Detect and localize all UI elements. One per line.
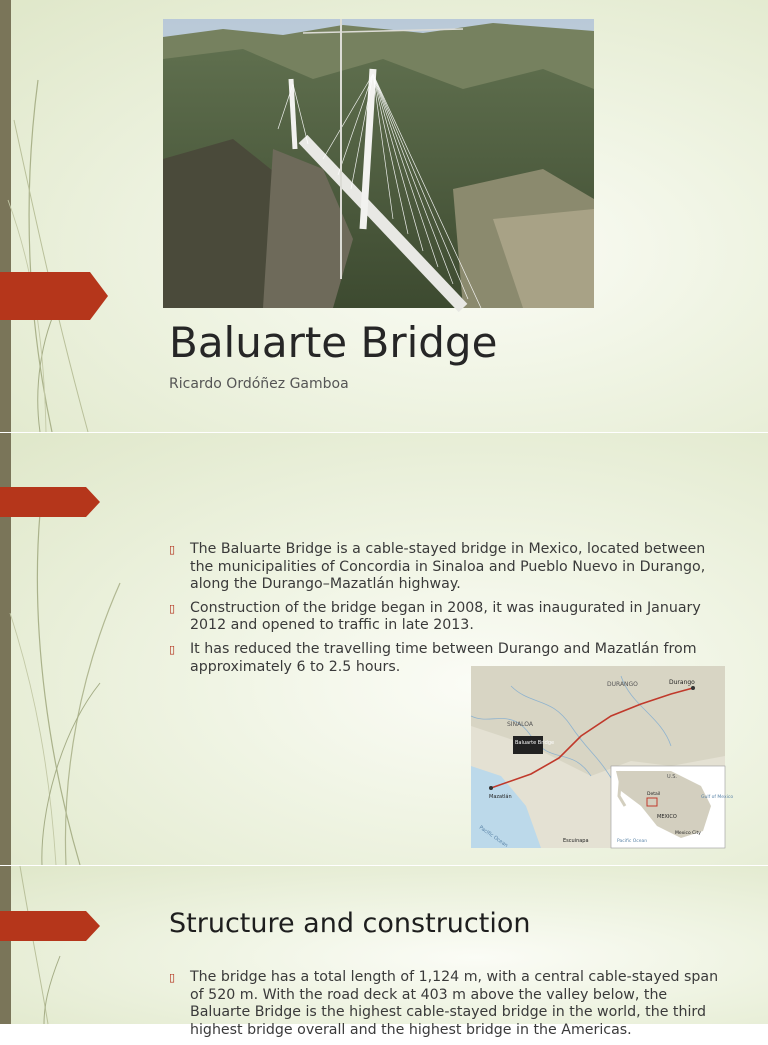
map-label-durango-city: Durango [669, 679, 695, 686]
decorative-swirl [0, 0, 110, 432]
map-label-detail: Detail [647, 792, 661, 797]
route-map [471, 666, 734, 849]
bullet-text: It has reduced the travelling time between Durango and Mazatlán from approximately 6 to 2.5 hours. [190, 640, 697, 675]
bullet-icon: ▯ [169, 971, 176, 984]
bullet-icon: ▯ [169, 543, 176, 556]
bullet-text: The Baluarte Bridge is a cable-stayed bridge in Mexico, located between the municipalities of Concordia in Sinaloa and Pueblo Nuevo in Durango, along the Durango–Mazatlán highway. [190, 541, 706, 593]
map-label-mexico-city: Mexico City [675, 831, 701, 836]
accent-tag [0, 478, 108, 526]
bullet-icon: ▯ [169, 601, 176, 615]
bullet-text: Construction of the bridge began in 2008, it was inaugurated in January 2012 and opened to traffic in late 2013. [190, 599, 701, 634]
map-label-escuinapa: Escuinapa [563, 838, 589, 844]
map-label-gulf: Gulf of Mexico [701, 795, 734, 800]
map-label-durango-state: DURANGO [607, 681, 638, 688]
accent-tag [0, 272, 108, 320]
map-label-mazatlan: Mazatlán [489, 794, 512, 800]
bullet-list [169, 541, 729, 682]
page-title: Baluarte Bridge [169, 318, 498, 367]
author-subtitle: Ricardo Ordóñez Gamboa [169, 376, 349, 392]
map-label-pacific: Pacific Ocean [477, 824, 509, 849]
list-item [169, 969, 729, 1039]
bullet-text: The bridge has a total length of 1,124 m, with a central cable-stayed span of 520 m. With the road deck at 403 m above the valley below, the Baluarte Bridge is the highest cable-stayed bridge in the world, the third highest bridge overall and the highest bridge in the Americas. [190, 969, 719, 1038]
map-label-pacific-inset: Pacific Ocean [617, 839, 648, 844]
map-label-mexico: MEXICO [657, 814, 677, 820]
map-label-us: U.S. [667, 774, 678, 780]
bullet-list [169, 969, 729, 1045]
slide-1 [0, 0, 768, 432]
list-item [169, 600, 729, 635]
map-label-baluarte: Baluarte Bridge [515, 740, 555, 746]
accent-tag [0, 902, 108, 950]
section-heading: Structure and construction [169, 908, 531, 939]
bullet-icon: ▯ [169, 642, 176, 656]
map-label-sinaloa: SINALOA [507, 721, 534, 728]
bridge-photo [163, 19, 594, 308]
list-item [169, 541, 729, 594]
